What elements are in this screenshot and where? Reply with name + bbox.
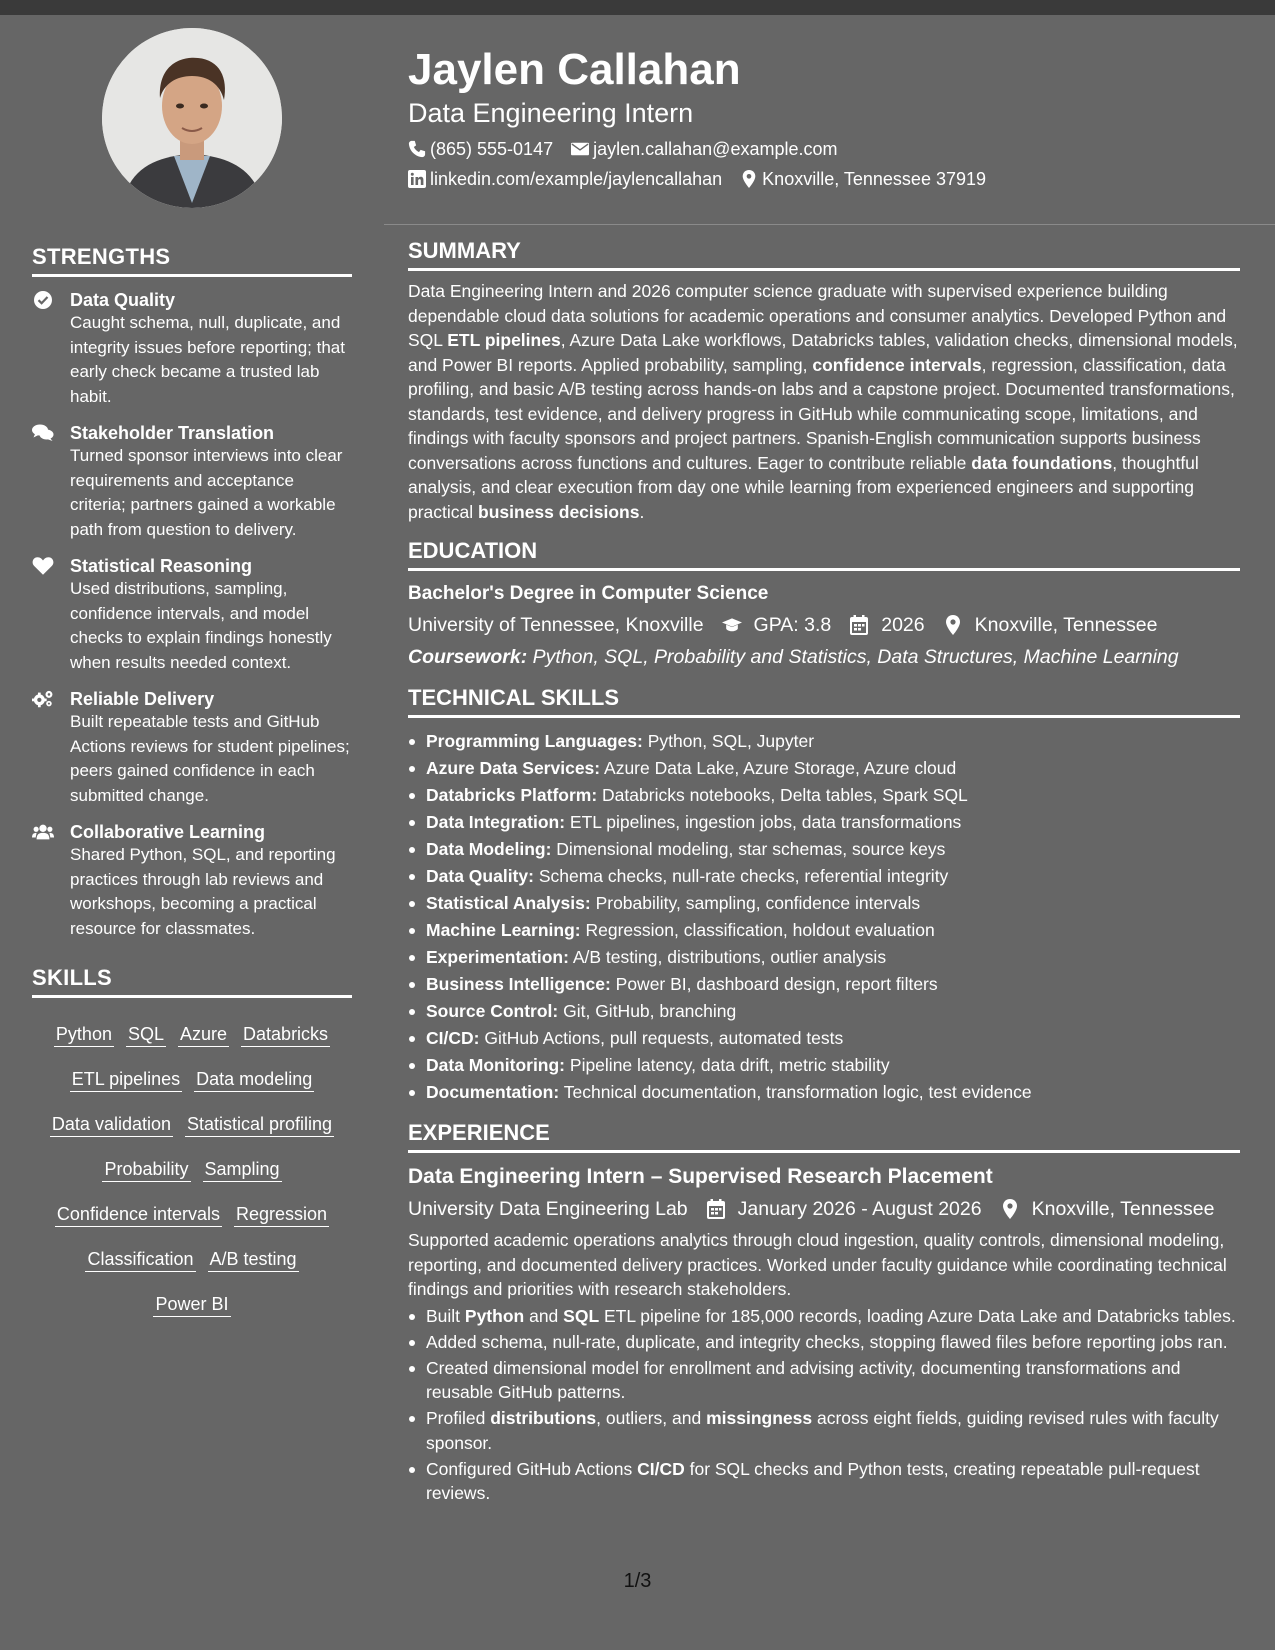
skill-value: ETL pipelines, ingestion jobs, data transformations	[569, 812, 962, 832]
bullet-keyword: distributions	[490, 1408, 597, 1428]
summary-keyword: confidence intervals	[812, 354, 982, 375]
strength-title: Stakeholder Translation	[70, 423, 275, 443]
summary-keyword: business decisions	[478, 501, 640, 522]
list-item	[408, 1406, 1240, 1455]
bullet-keyword: CI/CD	[637, 1458, 685, 1479]
year-text: 2026	[881, 614, 925, 636]
skill-label: Data Quality:	[426, 866, 534, 886]
strength-item	[32, 688, 352, 808]
strength-title: Collaborative Learning	[70, 822, 266, 842]
technical-skills-heading: TECHNICAL SKILLS	[408, 685, 1240, 718]
contact-row-2	[408, 168, 1238, 190]
list-item	[408, 782, 1240, 809]
bullet-text: Profiled	[426, 1408, 491, 1428]
skill-tag: ETL pipelines	[70, 1068, 182, 1092]
heart-icon	[32, 555, 70, 675]
phone-icon	[408, 140, 426, 158]
summary-part: , thoughtful analysis, and clear execution from day one while learning from experienced engineers and supporting practical	[408, 452, 1199, 522]
list-item	[408, 755, 1240, 782]
strength-item	[32, 422, 352, 542]
coursework-label: Coursework:	[408, 646, 528, 668]
skill-value: GitHub Actions, pull requests, automated tests	[484, 1028, 844, 1048]
experience-bullets	[408, 1304, 1240, 1506]
skill-label: Data Modeling:	[426, 839, 552, 859]
list-item	[408, 998, 1240, 1025]
skill-value: Probability, sampling, confidence intervals	[595, 893, 921, 913]
degree-title: Bachelor's Degree in Computer Science	[408, 583, 769, 604]
skill-value: Technical documentation, transformation logic, test evidence	[563, 1082, 1032, 1102]
summary-part: Data Engineering Intern and 2026 computer science graduate with supervised experience building dependable cloud data solutions for academic operations and consumer analytics. Developed Python and SQL	[408, 281, 1227, 350]
skill-label: Data Monitoring:	[426, 1055, 566, 1075]
viewer-top-bar	[0, 0, 1275, 15]
technical-skills-list	[408, 728, 1240, 1106]
summary-keyword: data foundations	[971, 452, 1113, 473]
org-name	[408, 1195, 688, 1223]
skill-tag: SQL	[126, 1023, 166, 1047]
list-item	[408, 728, 1240, 755]
list-item	[408, 1457, 1240, 1506]
skill-value: Schema checks, null-rate checks, referential integrity	[538, 866, 949, 886]
bullet-keyword: SQL	[563, 1305, 600, 1326]
calendar-icon	[706, 1199, 726, 1219]
envelope-icon	[571, 140, 589, 158]
bullet-text: ETL pipeline for 185,000 records, loading Azure Data Lake and Databricks tables.	[599, 1305, 1236, 1326]
role-title: Data Engineering Intern – Supervised Research Placement	[408, 1165, 993, 1188]
email-contact[interactable]	[571, 138, 837, 160]
exp-location-item	[1000, 1195, 1215, 1223]
phone-contact	[408, 138, 553, 160]
skill-label: Programming Languages:	[426, 731, 643, 751]
calendar-icon	[849, 615, 869, 635]
map-marker-icon	[1000, 1199, 1020, 1219]
right-column	[408, 238, 1240, 1507]
summary-part: , regression, classification, data profiling, and basic A/B testing across hands-on labs and a capstone project. Documented transformations, standards, test evidence, and delivery progress in GitHub while communicating scope, limitations, and findings with faculty sponsors and project partners. Spanish-English communication supports business conversations across functions and cultures. Eager to contribute reliable	[408, 354, 1235, 473]
skill-tag: Databricks	[241, 1023, 330, 1047]
strength-title: Data Quality	[70, 290, 176, 310]
list-item	[408, 1356, 1240, 1405]
skill-tag: Classification	[85, 1248, 195, 1272]
skill-label: Documentation:	[426, 1082, 560, 1102]
list-item	[408, 1052, 1240, 1079]
bullet-text: Created dimensional model for enrollment and advising activity, documenting transformations and reusable GitHub patterns.	[426, 1357, 1181, 1402]
skill-value: Azure Data Lake, Azure Storage, Azure cloud	[604, 758, 957, 778]
comments-icon	[32, 422, 70, 542]
edu-location-text: Knoxville, Tennessee	[974, 614, 1158, 636]
users-icon	[32, 821, 70, 941]
list-item	[408, 890, 1240, 917]
list-item	[408, 809, 1240, 836]
candidate-name: Jaylen Callahan	[408, 45, 741, 94]
strength-item	[32, 289, 352, 409]
org-text: University Data Engineering Lab	[408, 1198, 688, 1220]
bullet-text: Built	[426, 1305, 465, 1326]
profile-photo	[102, 28, 282, 208]
school-text: University of Tennessee, Knoxville	[408, 614, 704, 636]
skill-label: Statistical Analysis:	[426, 893, 591, 913]
skill-tag: Python	[54, 1023, 114, 1047]
gears-icon	[32, 688, 70, 808]
skill-tags	[32, 1012, 352, 1327]
bullet-text: , outliers, and	[596, 1408, 707, 1428]
skill-tag: Regression	[234, 1203, 329, 1227]
dates-text: January 2026 - August 2026	[737, 1198, 982, 1220]
summary-keyword: ETL pipelines	[447, 330, 561, 350]
skill-label: Databricks Platform:	[426, 785, 598, 805]
skill-label: Source Control:	[426, 1001, 559, 1021]
skill-tag: Data validation	[50, 1113, 173, 1137]
education-meta	[408, 611, 1240, 639]
gpa-item	[722, 611, 832, 639]
bullet-text: across eight fields, guiding revised rules with faculty sponsor.	[426, 1408, 1219, 1453]
linkedin-link[interactable]: linkedin.com/example/jaylencallahan	[430, 169, 723, 189]
bullet-text: Added schema, null-rate, duplicate, and integrity checks, stopping flawed files before reporting jobs ran.	[426, 1331, 1228, 1352]
skill-tag: Confidence intervals	[55, 1203, 222, 1227]
strengths-heading: STRENGTHS	[32, 244, 352, 277]
resume-header	[408, 44, 1238, 190]
summary-text	[408, 279, 1240, 524]
summary-heading: SUMMARY	[408, 238, 1240, 271]
strength-item	[32, 821, 352, 941]
linkedin-contact[interactable]	[408, 168, 722, 190]
skill-tag: A/B testing	[208, 1248, 299, 1272]
bullet-text: and	[524, 1305, 564, 1326]
education-section	[408, 538, 1240, 671]
location-contact	[740, 168, 986, 190]
list-item	[408, 863, 1240, 890]
gpa-text: GPA: 3.8	[753, 614, 832, 636]
experience-section	[408, 1120, 1240, 1506]
skill-label: Azure Data Services:	[426, 758, 601, 778]
exp-location-text: Knoxville, Tennessee	[1031, 1198, 1215, 1220]
list-item	[408, 1330, 1240, 1355]
map-marker-icon	[740, 170, 758, 188]
education-heading: EDUCATION	[408, 538, 1240, 571]
bullet-text: for SQL checks and Python tests, creating repeatable pull-request reviews.	[426, 1458, 1200, 1503]
map-marker-icon	[943, 615, 963, 635]
left-column	[32, 28, 352, 1327]
skill-value: Power BI, dashboard design, report filters	[615, 974, 938, 994]
check-circle-icon	[32, 289, 70, 409]
page-indicator: 1/3	[623, 1570, 652, 1592]
skill-value: Pipeline latency, data drift, metric stability	[569, 1055, 890, 1075]
skill-label: Data Integration:	[426, 812, 566, 832]
phone-number: (865) 555-0147	[430, 139, 554, 159]
header-divider	[384, 224, 1275, 225]
strength-desc: Used distributions, sampling, confidence intervals, and model checks to explain findings honestly when results needed context.	[70, 579, 332, 672]
skills-heading: SKILLS	[32, 965, 352, 998]
experience-heading: EXPERIENCE	[408, 1120, 1240, 1153]
skill-value: Python, SQL, Jupyter	[647, 731, 815, 751]
bullet-keyword: missingness	[706, 1408, 813, 1428]
list-item	[408, 1025, 1240, 1052]
strength-desc: Built repeatable tests and GitHub Actions reviews for student pipelines; peers gained confidence in each submitted change.	[70, 712, 350, 805]
strength-desc: Caught schema, null, duplicate, and integrity issues before reporting; that early check became a trusted lab habit.	[70, 313, 345, 406]
contact-row	[408, 138, 1238, 160]
skill-tag: Probability	[102, 1158, 190, 1182]
summary-part: , Azure Data Lake workflows, Databricks tables, validation checks, dimensional models, and Power BI reports. Applied probability, sampling,	[408, 330, 1238, 375]
strength-desc: Turned sponsor interviews into clear requirements and acceptance criteria; partners gained a workable path from question to delivery.	[70, 446, 343, 539]
strength-title: Statistical Reasoning	[70, 556, 253, 576]
strength-item	[32, 555, 352, 675]
dates-item	[706, 1195, 982, 1223]
list-item	[408, 917, 1240, 944]
candidate-title: Data Engineering Intern	[408, 98, 694, 128]
graduation-cap-icon	[722, 615, 742, 635]
skill-label: CI/CD:	[426, 1028, 480, 1048]
skill-value: Dimensional modeling, star schemas, source keys	[556, 839, 946, 859]
summary-part: .	[639, 501, 645, 522]
strengths-list	[32, 289, 352, 941]
school-name	[408, 611, 704, 639]
email-link[interactable]: jaylen.callahan@example.com	[593, 139, 838, 159]
skill-tag: Power BI	[153, 1293, 230, 1317]
skill-tag: Data modeling	[194, 1068, 314, 1092]
linkedin-icon	[408, 170, 426, 188]
experience-meta	[408, 1195, 1240, 1223]
skill-value: A/B testing, distributions, outlier analysis	[572, 947, 887, 967]
skill-value: Databricks notebooks, Delta tables, Spark SQL	[602, 785, 968, 805]
edu-location-item	[943, 611, 1158, 639]
list-item	[408, 1304, 1240, 1329]
coursework	[408, 643, 1240, 671]
bullet-keyword: Python	[464, 1305, 525, 1326]
coursework-text: Python, SQL, Probability and Statistics, Data Structures, Machine Learning	[532, 646, 1179, 668]
list-item	[408, 836, 1240, 863]
list-item	[408, 944, 1240, 971]
skill-value: Git, GitHub, branching	[563, 1001, 737, 1021]
list-item	[408, 971, 1240, 998]
year-item	[849, 611, 924, 639]
bullet-text: Configured GitHub Actions	[426, 1458, 638, 1479]
strength-desc: Shared Python, SQL, and reporting practices through lab reviews and workshops, becoming a practical resource for classmates.	[70, 845, 336, 938]
skill-label: Experimentation:	[426, 947, 569, 967]
list-item	[408, 1079, 1240, 1106]
skill-tag: Azure	[178, 1023, 229, 1047]
skill-value: Regression, classification, holdout evaluation	[585, 920, 935, 940]
technical-skills-section	[408, 685, 1240, 1106]
location-text: Knoxville, Tennessee 37919	[762, 169, 987, 189]
skill-tag: Sampling	[203, 1158, 282, 1182]
skill-label: Machine Learning:	[426, 920, 581, 940]
skill-tag: Statistical profiling	[185, 1113, 334, 1137]
strength-title: Reliable Delivery	[70, 689, 215, 709]
skill-label: Business Intelligence:	[426, 974, 611, 994]
role-description: Supported academic operations analytics through cloud ingestion, quality controls, dimensional modeling, reporting, and documented delivery practices. Worked under faculty guidance while coordinating technical findings and priorities with research stakeholders.	[408, 1230, 1227, 1299]
